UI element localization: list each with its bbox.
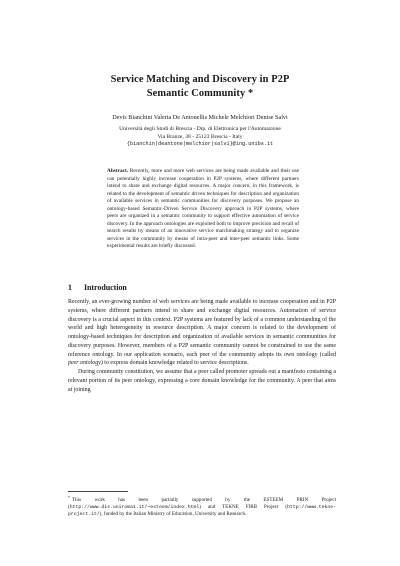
abstract-label: Abstract.: [107, 168, 129, 174]
title-footnote-mark: *: [247, 87, 254, 99]
paragraph-1-emphasis: peer ontology: [68, 360, 101, 367]
footnote-rule: [68, 491, 128, 492]
footnote-text-b: ) and TEKNE FIRB Project (: [199, 504, 288, 511]
footnote-text-a: This work has been partially supported by the ESTEEM PRIN Project (: [68, 497, 336, 511]
affiliation-email: {bianchin|deantone|melchior|salvi}@ing.unibs.it: [126, 141, 274, 148]
paragraph-1-text: Recently, an ever-growing number of web services are being made available to increase cooperation and in P2P systems, where different partners intend to share and exchange digital resources. Automation of service discovery is a crucial aspect in this context. P2P systems are featured by lack of a common understanding of the world and high heterogeneity in resource description. A major concern is related to the development of ontology-based techniques for description and organization of available services in semantic communities for discovery purposes. However, members of a P2P semantic community cannot be constrained to use the same reference ontology. In our application scenario, each peer of the community adopts its own ontology (called: [68, 299, 336, 358]
title-line-1: Service Matching and Discovery in P2P: [110, 74, 290, 85]
abstract-text: Recently, more and more web services are being made available and their use can potentially highly increase cooperation in P2P systems, where different partners intend to share and exchange digital resources. A major concern, in this framework, is related to the development of semantic driven techniques for description and organization of available services in semantic communities for discovery purposes. We propose an ontology-based Semantic-Driven Service Discovery approach in P2P systems, where peers are organized in a semantic community to support effective automation of service discovery. In the approach ontologies are exploited both to improve precision and recall of search results by means of an innovative service matchmaking strategy and to organize services in the community by means of intra-peer and inter-peer semantic links. Some experimental results are briefly discussed.: [107, 168, 300, 250]
introduction-body: [68, 298, 336, 395]
author-list: Devis Bianchini Valeria De Antonellis Michele Melchiori Denise Salvi: [112, 114, 288, 121]
paragraph-1-tail: ) to express domain knowledge related to service descriptions.: [100, 360, 249, 367]
title-line-2: [0, 87, 400, 101]
affiliation-line-2: Via Branze, 38 - 25123 Brescia - Italy: [157, 133, 243, 140]
footnote-url-esteem[interactable]: http://www.dis.uniroma1.it/~esteem/index.html: [69, 505, 200, 511]
section-title: Introduction: [83, 283, 127, 292]
affiliation: [0, 126, 400, 149]
section-heading-introduction: [68, 283, 338, 293]
paragraph-2: During community constitution, we assume that a peer called promoter spreads out a manifesto containing a relevant portion of its peer ontology, expressing a core domain knowledge for the community. A peer that aims at joining: [68, 369, 336, 393]
affiliation-line-1: Università degli Studi di Brescia - Dip. di Elettronica per l'Automazione: [119, 126, 281, 132]
section-number: 1: [68, 283, 72, 292]
paragraph-1: [68, 298, 336, 368]
abstract: [107, 168, 299, 251]
footnote: [68, 494, 336, 518]
footnote-url-tekne[interactable]: http://www.tekne-project.it/: [68, 505, 336, 518]
footnote-text-c: ), funded by the Italian Ministry of Education, University and Research.: [99, 511, 247, 518]
title-line-2-text: Semantic Community: [146, 87, 246, 99]
paper-title: [0, 73, 400, 100]
footnote-mark: *: [68, 495, 70, 500]
